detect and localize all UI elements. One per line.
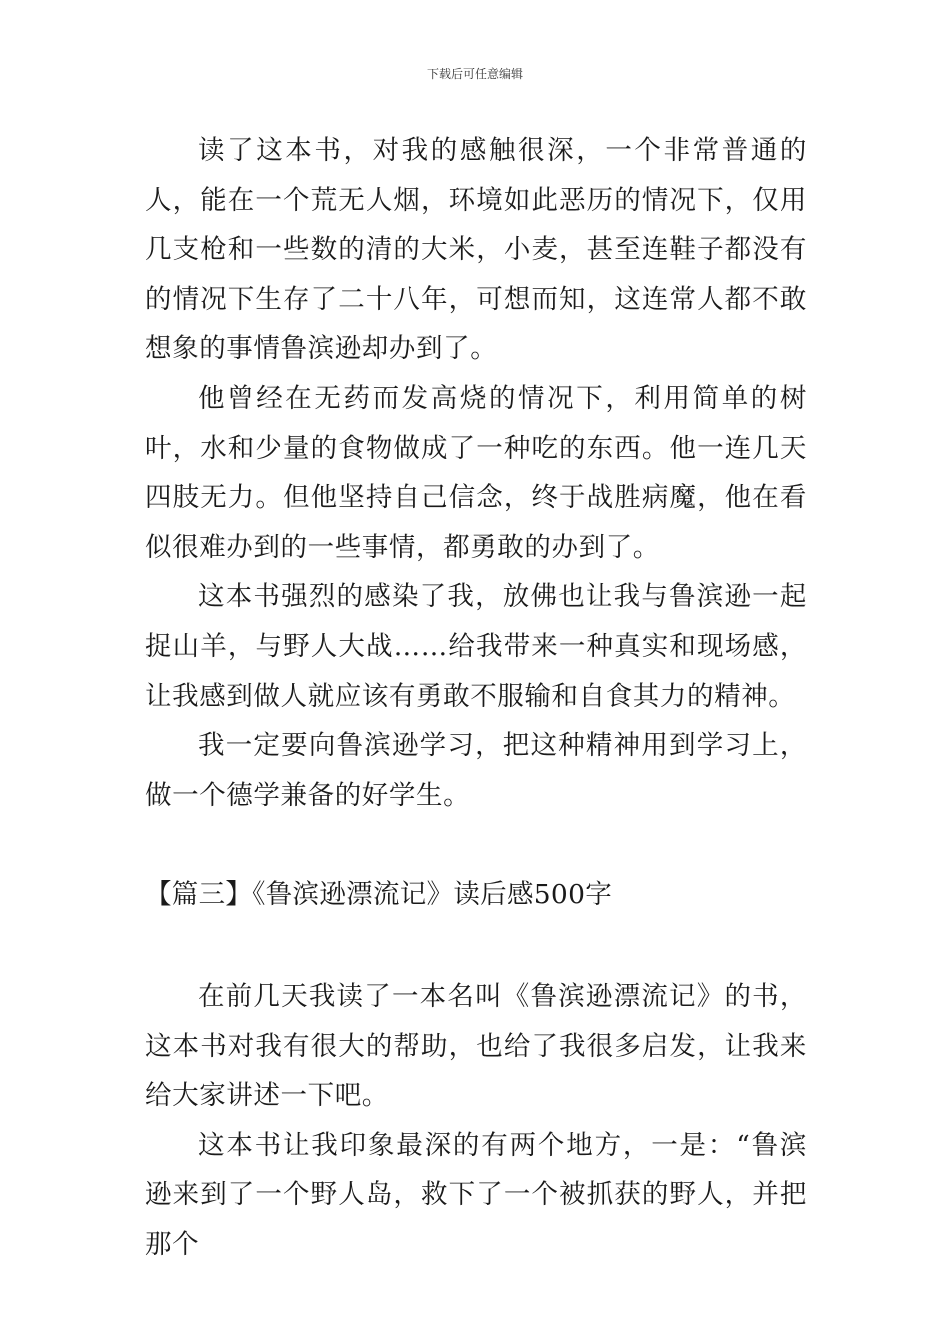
paragraph-6: 这本书让我印象最深的有两个地方，一是：“鲁滨逊来到了一个野人岛，救下了一个被抓获的野人，并把那个 <box>145 1129 807 1260</box>
paragraph-5: 在前几天我读了一本名叫《鲁滨逊漂流记》的书，这本书对我有很大的帮助，也给了我很多启发，让我来给大家讲述一下吧。 <box>145 980 807 1112</box>
paragraph-4: 我一定要向鲁滨逊学习，把这种精神用到学习上，做一个德学兼备的好学生。 <box>145 730 807 811</box>
document-body <box>145 126 807 1269</box>
section-heading: 【篇三】《鲁滨逊漂流记》读后感500字 <box>145 879 613 911</box>
paragraph-1: 读了这本书，对我的感触很深，一个非常普通的人，能在一个荒无人烟，环境如此恶历的情况下，仅用几支枪和一些数的清的大米，小麦，甚至连鞋子都没有的情况下生存了二十八年，可想而知，这连常人都不敢想象的事情鲁滨逊却办到了。 <box>145 135 807 365</box>
spacer <box>145 920 807 972</box>
page-header-note: 下载后可任意编辑 <box>426 67 523 81</box>
paragraph-2: 他曾经在无药而发高烧的情况下，利用简单的树叶，水和少量的食物做成了一种吃的东西。他一连几天四肢无力。但他坚持自己信念，终于战胜病魔，他在看似很难办到的一些事情，都勇敢的办到了。 <box>145 382 807 563</box>
paragraph-3: 这本书强烈的感染了我，放佛也让我与鲁滨逊一起捉山羊，与野人大战……给我带来一种真实和现场感，让我感到做人就应该有勇敢不服输和自食其力的精神。 <box>145 581 807 712</box>
spacer <box>145 820 807 870</box>
